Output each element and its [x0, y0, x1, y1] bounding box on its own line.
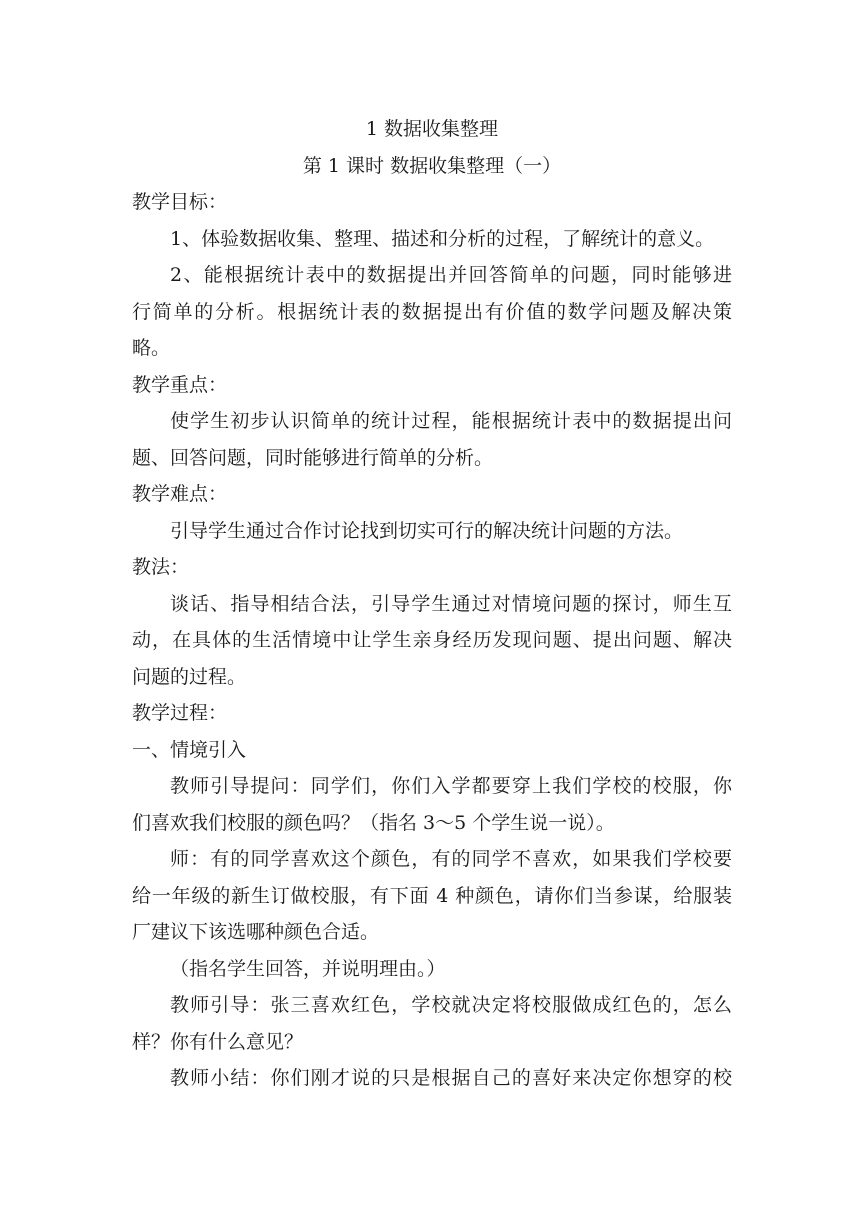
paragraph-2-line-3: 厂建议下该选哪种颜色合适。 [132, 921, 380, 943]
paragraph-4-line-1: 教师引导：张三喜欢红色，学校就决定将校服做成红色的，怎么 [170, 994, 732, 1016]
paragraph-1-line-2: 们喜欢我们校服的颜色吗？（指名 3～5 个学生说一说）。 [132, 811, 615, 834]
document-title: 1 数据收集整理 [365, 118, 499, 140]
method-line-2: 动，在具体的生活情境中让学生亲身经历发现问题、提出问题、解决 [132, 629, 732, 651]
key-points-heading: 教学重点： [132, 373, 228, 396]
method-line-1: 谈话、指导相结合法，引导学生通过对情境问题的探讨，师生互 [170, 592, 732, 615]
section-heading-1: 一、情境引入 [132, 738, 247, 761]
paragraph-2-line-1: 师：有的同学喜欢这个颜色，有的同学不喜欢，如果我们学校要 [170, 848, 732, 870]
paragraph-2-line-2: 给一年级的新生订做校服，有下面 4 种颜色，请你们当参谋，给服装 [132, 884, 732, 907]
key-points-line-1: 使学生初步认识简单的统计过程，能根据统计表中的数据提出问 [170, 410, 732, 432]
objectives-heading: 教学目标： [132, 191, 228, 213]
method-heading: 教法： [132, 556, 190, 578]
objective-2-line-3: 略。 [132, 337, 171, 359]
document-body [132, 111, 732, 1097]
key-points-line-2: 题、回答问题，同时能够进行简单的分析。 [132, 446, 494, 469]
difficulties-line-1: 引导学生通过合作讨论找到切实可行的解决统计问题的方法。 [170, 519, 684, 542]
process-heading: 教学过程： [132, 702, 228, 724]
objective-2-line-1: 2、能根据统计表中的数据提出并回答简单的问题，同时能够进 [170, 264, 732, 286]
paragraph-5-line-1: 教师小结：你们刚才说的只是根据自己的喜好来决定你想穿的校 [170, 1067, 732, 1089]
objective-2-line-2: 行简单的分析。根据统计表的数据提出有价值的数学问题及解决策 [132, 300, 732, 323]
paragraph-1-line-1: 教师引导提问：同学们，你们入学都要穿上我们学校的校服，你 [170, 775, 732, 797]
method-line-3: 问题的过程。 [132, 665, 247, 688]
document-subtitle: 第 1 课时 数据收集整理（一） [302, 154, 562, 177]
difficulties-heading: 教学难点： [132, 483, 228, 505]
objective-1: 1、体验数据收集、整理、描述和分析的过程，了解统计的意义。 [170, 227, 715, 250]
paragraph-4-line-2: 样？你有什么意见？ [132, 1030, 304, 1053]
paragraph-3-line-1: （指名学生回答，并说明理由。） [170, 957, 446, 980]
